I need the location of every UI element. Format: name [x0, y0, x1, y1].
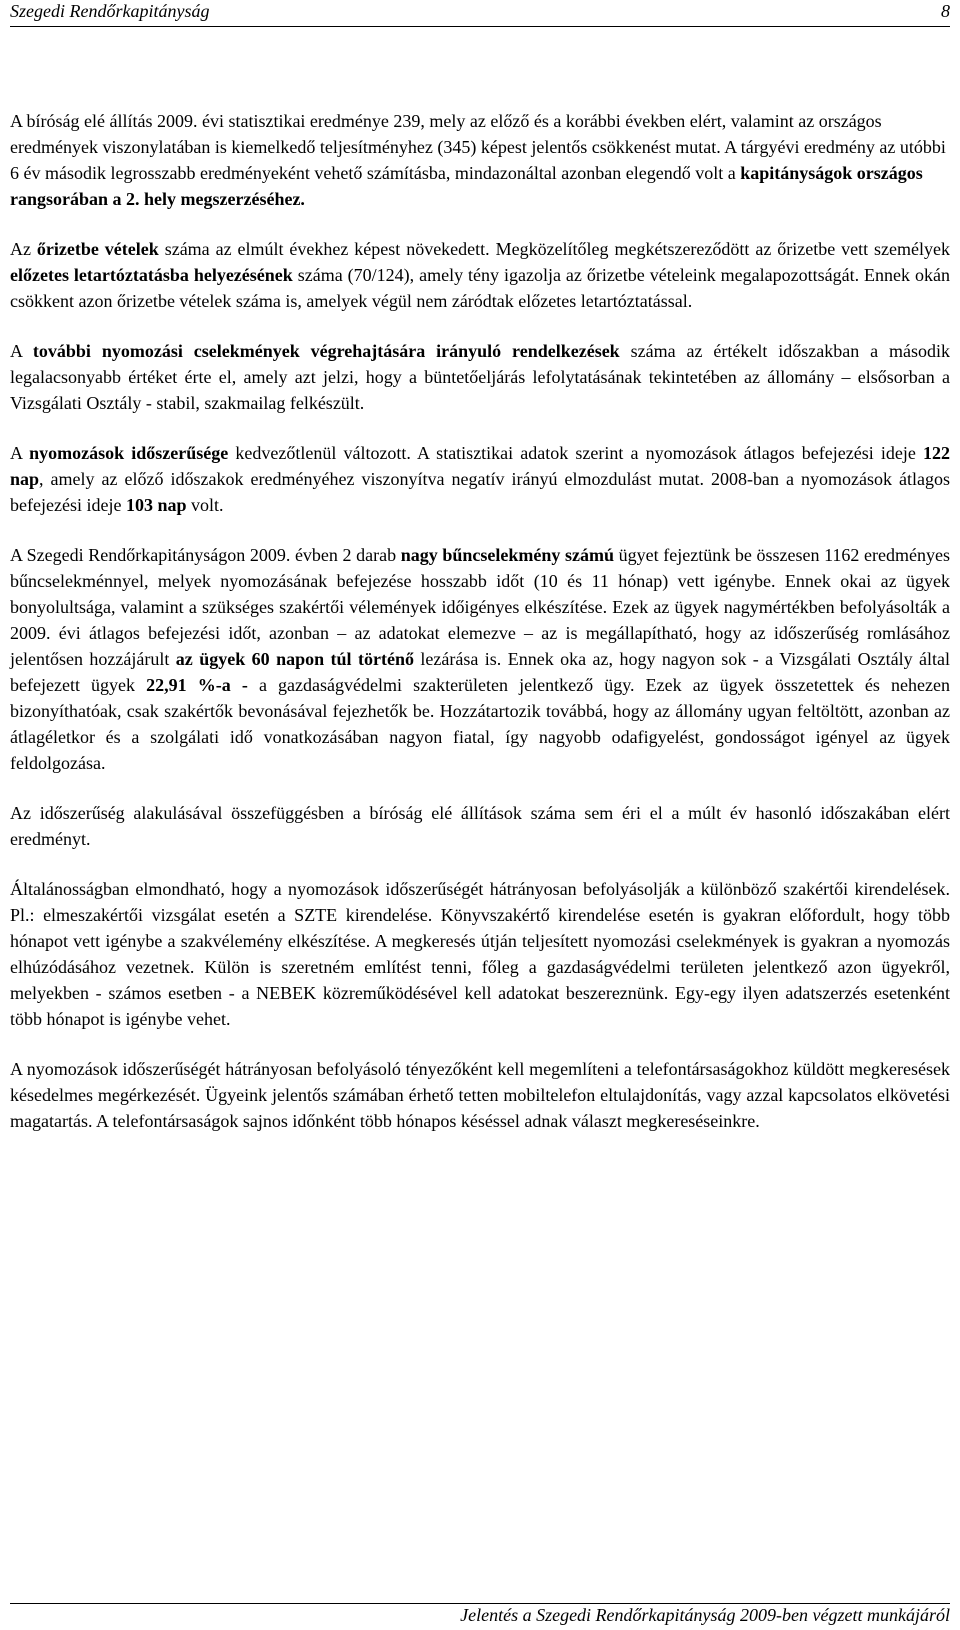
- text-run: lezárása is. Ennek oka az, hogy nagyon sok - a Vizsgálati Osztály által befejezett ügyek: [10, 649, 950, 695]
- text-run: száma az elmúlt évekhez képest növekedett. Megközelítőleg megkétszereződött az őrizetbe vett személyek: [158, 239, 950, 259]
- paragraph-expert-appointments: [10, 876, 950, 1032]
- text-run-bold: nagy bűncselekmény számú: [400, 545, 615, 565]
- text-run: A: [10, 443, 30, 463]
- page-number: 8: [941, 1, 950, 21]
- text-run: kedvezőtlenül változott. A statisztikai adatok szerint a nyomozások átlagos befejezési ideje: [228, 443, 923, 463]
- paragraph-timeliness: [10, 440, 950, 518]
- page-footer: [10, 1603, 950, 1626]
- text-run-bold: nyomozások időszerűsége: [29, 443, 229, 463]
- text-run: a gazdaságvédelmi szakterületen jelentkező ügy. Ezek az ügyek összetettek és nehezen bizonyíthatóak, csak szakértők bevonásával fejezhetők be. Hozzátartozik továbbá, hogy az állomány ugyan feltöltött, azonban az átlagéletkor és a szolgálati idő vonatkozásában nagyon fiatal, így nagyobb odafigyelést, gondosságot igényel az ügyek feldolgozása.: [10, 675, 950, 773]
- text-run: A Szegedi Rendőrkapitányságon 2009. évben 2 darab: [10, 545, 401, 565]
- text-run-bold: az ügyek 60 napon túl történő: [175, 649, 414, 669]
- text-run: , amely az előző időszakok eredményéhez viszonyítva negatív irányú elmozdulást mutat. 2008-ban a nyomozások átlagos befejezési ideje: [10, 469, 950, 515]
- text-run: száma (70/124), amely tény igazolja az őrizetbe vételeink megalapozottságát. Ennek okán csökkent azon őrizetbe vételek száma is, amelyek végül nem záródtak előzetes letartóztatással.: [10, 265, 950, 311]
- text-run-bold: 103 nap: [125, 495, 187, 515]
- text-run: A: [10, 341, 33, 361]
- paragraph-court-referral-count: [10, 800, 950, 852]
- text-run-bold: kapitányságok országos rangsorában a 2. hely megszerzéséhez.: [10, 163, 923, 209]
- page-header: [10, 0, 950, 27]
- text-run-bold: előzetes letartóztatásba helyezésének: [10, 265, 293, 285]
- paragraph-court-referrals: [10, 108, 950, 212]
- text-run-bold: további nyomozási cselekmények végrehajtására irányuló rendelkezések: [32, 341, 620, 361]
- text-run: Az időszerűség alakulásával összefüggésben a bíróság elé állítások száma sem éri el a múlt év hasonló időszakában elért eredményt.: [10, 803, 950, 849]
- paragraph-large-cases: [10, 542, 950, 776]
- header-title: Szegedi Rendőrkapitányság: [10, 1, 210, 21]
- paragraph-further-investigation: [10, 338, 950, 416]
- text-run: A bíróság elé állítás 2009. évi statisztikai eredménye 239, mely az előző és a korábbi években elért, valamint az országos eredmények viszonylatában is kiemelkedő teljesítményhez (345) képest jelentős csökkenést mutat. A tárgyévi eredmény az utóbbi 6 év második legrosszabb eredményeként vehető számításba, mindazonáltal azonban elegendő volt a: [10, 111, 946, 183]
- document-body: [10, 108, 950, 1158]
- paragraph-phone-companies: [10, 1056, 950, 1134]
- text-run: A nyomozások időszerűségét hátrányosan befolyásoló tényezőként kell megemlíteni a telefontársaságokhoz küldött megkeresések késedelmes megérkezését. Ügyeink jelentős számában érhető tetten mobiltelefon eltulajdonítás, vagy azzal kapcsolatos elkövetési magatartás. A telefontársaságok sajnos időnként több hónapos késéssel adnak választ megkereséseinkre.: [10, 1059, 950, 1131]
- text-run: Az: [10, 239, 37, 259]
- text-run-bold: 22,91 %-a -: [146, 675, 248, 695]
- text-run: Általánosságban elmondható, hogy a nyomozások időszerűségét hátrányosan befolyásolják a különböző szakértői kirendelések. Pl.: elmeszakértői vizsgálat esetén a SZTE kirendelése. Könyvszakértő kirendelése esetén is gyakran előfordult, hogy több hónapot vett igénybe a szakvélemény elkészítése. A megkeresés útján teljesített nyomozási cselekmények is gyakran a nyomozás elhúzódásához vezetnek. Külön is szeretném említést tenni, főleg a gazdaságvédelmi területen jelentkező azon ügyekről, melyekben - számos esetben - a NEBEK közreműködésével kell adatokat beszereznünk. Egy-egy ilyen adatszerzés esetenként több hónapot is igénybe vehet.: [10, 879, 950, 1029]
- text-run: ügyet fejeztünk be összesen 1162 eredményes bűncselekménnyel, melyek nyomozásának befejezése hosszabb időt (10 és 11 hónap) vett igénybe. Ennek okai az ügyek bonyolultsága, valamint a szükséges szakértői vélemények időigényes elkészítése. Ezek az ügyek nagymértékben befolyásolták a 2009. évi átlagos befejezési időt, azonban – az adatokat elemezve – az is megállapítható, hogy az időszerűség romlásához jelentősen hozzájárult: [10, 545, 950, 669]
- paragraph-detentions: [10, 236, 950, 314]
- text-run: száma az értékelt időszakban a második legalacsonyabb értéket érte el, amely azt jelzi, hogy a büntetőeljárás lefolytatásának tekintetében az állomány – elsősorban a Vizsgálati Osztály - stabil, szakmailag felkészült.: [10, 341, 950, 413]
- text-run: volt.: [186, 495, 224, 515]
- text-run-bold: 122 nap: [10, 443, 950, 489]
- text-run-bold: őrizetbe vételek: [36, 239, 159, 259]
- footer-text: Jelentés a Szegedi Rendőrkapitányság 2009-ben végzett munkájáról: [460, 1605, 950, 1625]
